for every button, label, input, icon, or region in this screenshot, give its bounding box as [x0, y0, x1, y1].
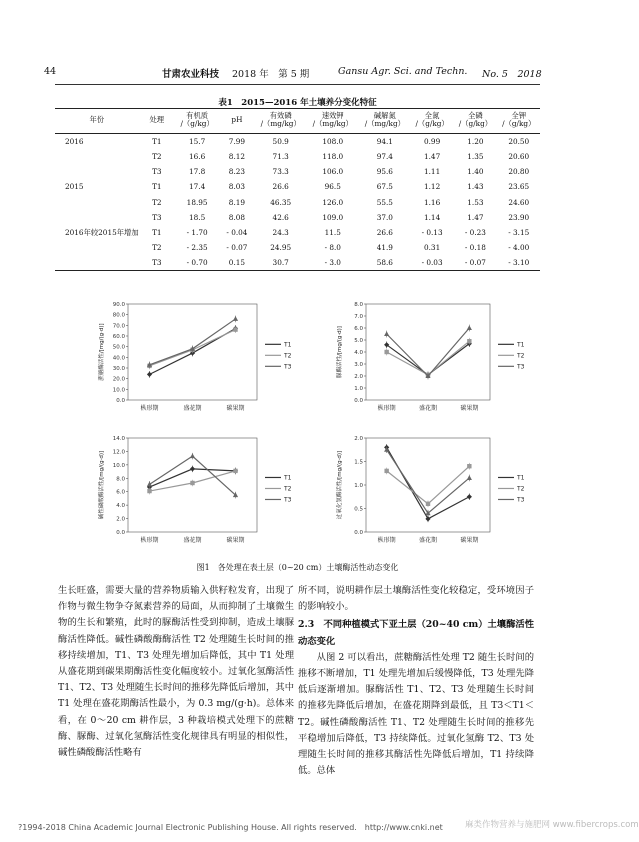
table-cell: 24.3 — [272, 228, 289, 237]
table-cell: 7.99 — [228, 136, 246, 146]
journal-name-en: Gansu Agr. Sci. and Techn. — [338, 66, 468, 77]
table-header-row — [55, 109, 540, 134]
x-tick-label: 枞形期 — [377, 405, 396, 412]
x-tick-label: 盛花期 — [183, 405, 202, 412]
table-cell: 1.53 — [467, 197, 484, 207]
y-tick-label: 50.0 — [112, 344, 125, 351]
x-tick-label: 盛花期 — [418, 405, 438, 412]
body-paragraph: 从图 2 可以看出，蔗糖酶活性处理 T2 随生长时间的推移不断增加，T1 处理先增加后缓慢降低，T3 处理先降低后逐渐增加。脲酶活性 T1、T2、T3 处理随生长时间的推移先降低后增加，在盛花期降到最低，且 T3＜T1＜T2。碱性磷酸酶活性 T1、T2 处理随生长时间的推移先平稳增加后降低，T3 持续降低。过氧化氢酶 T2、T3 处理随生长时间的推移其酶活性先降低后增加，T1 持续降低。总体 — [298, 651, 534, 777]
soil-nutrient-table — [55, 108, 540, 271]
y-tick-label: 30.0 — [112, 366, 125, 372]
data-point — [467, 339, 471, 343]
issue-en: No. 5 2018 — [482, 69, 542, 80]
table-cell: 1.20 — [467, 136, 484, 146]
legend-label: T2 — [284, 352, 292, 360]
y-tick-label: 4.0 — [116, 503, 125, 510]
table-cell: 2015 — [65, 182, 84, 192]
x-tick-label: 枞形期 — [377, 537, 396, 544]
table-cell: T3 — [152, 212, 162, 222]
y-tick-label: 4.0 — [354, 350, 363, 356]
table-cell: - 3.15 — [508, 228, 530, 237]
table-cell: 0.31 — [423, 243, 441, 253]
data-point — [467, 494, 472, 499]
table-cell: - 0.70 — [175, 255, 219, 271]
y-tick-label: 7.0 — [354, 314, 363, 320]
body-column-left — [58, 583, 294, 761]
table-cell: 1.47 — [423, 152, 441, 162]
table-cell: 106.0 — [322, 167, 344, 177]
y-tick-label: 60.0 — [112, 334, 125, 340]
table-cell: - 4.00 — [508, 243, 530, 253]
table-cell: T3 — [139, 255, 175, 271]
copyright-footer: ?1994-2018 China Academic Journal Electronic Publishing House. All rights reserved. http://www.cnki.net — [18, 823, 443, 832]
x-tick-label: 盛花期 — [418, 537, 438, 544]
page-number: 44 — [44, 66, 57, 77]
table-cell: 109.0 — [322, 212, 344, 222]
data-point — [426, 502, 430, 506]
table-cell: 23.65 — [508, 182, 530, 192]
series-line-t2 — [387, 466, 470, 504]
table-cell — [55, 240, 139, 255]
x-tick-label: 枞形期 — [140, 405, 159, 412]
table-cell: - 0.03 — [411, 255, 453, 271]
x-tick-label: 碳果期 — [460, 405, 479, 412]
y-tick-label: 0.0 — [354, 398, 363, 404]
data-point — [233, 469, 237, 473]
series-line-t1 — [387, 447, 470, 518]
table-cell: - 3.0 — [307, 255, 359, 271]
table-cell: 8.08 — [228, 212, 246, 222]
table-header-cell: pH — [219, 109, 254, 134]
y-tick-label: 20.0 — [112, 376, 125, 383]
legend-label: T3 — [284, 363, 292, 371]
figure-caption: 图1 各处理在表土层（0~20 cm）土壤酶活性动态变化 — [196, 563, 399, 572]
y-tick-label: 8.0 — [354, 302, 363, 308]
table-cell: T2 — [152, 197, 162, 207]
y-tick-label: 0.0 — [116, 398, 125, 404]
alkaline-phosphatase-chart — [92, 432, 312, 550]
table-cell: 2016年较2015年增加 — [65, 227, 139, 237]
data-point — [190, 466, 195, 471]
legend-label: T3 — [284, 496, 292, 504]
table-cell: 20.60 — [508, 152, 530, 162]
urease-chart — [330, 298, 545, 418]
data-point — [147, 482, 152, 487]
sucrase-chart — [92, 298, 312, 418]
legend-label: T2 — [517, 485, 525, 493]
y-tick-label: 12.0 — [112, 449, 125, 456]
table-cell: 0.99 — [423, 136, 441, 146]
legend-label: T2 — [517, 352, 525, 360]
y-tick-label: 70.0 — [112, 323, 125, 330]
table-cell: 108.0 — [322, 136, 344, 146]
data-point — [233, 316, 238, 321]
table-header-cell: 处理 — [139, 109, 175, 134]
table-row — [55, 164, 540, 179]
y-tick-label: 2.0 — [116, 516, 125, 523]
table-cell: 126.0 — [322, 197, 344, 207]
table-header-cell: 有效磷 /（mg/kg） — [255, 109, 307, 134]
data-point — [425, 516, 430, 521]
y-tick-label: 2.0 — [354, 436, 363, 442]
y-tick-label: 0.0 — [116, 530, 125, 536]
table-cell: 37.0 — [376, 212, 393, 222]
y-tick-label: 80.0 — [112, 312, 125, 319]
table-cell — [55, 255, 139, 271]
table-header-cell: 年份 — [55, 109, 139, 134]
table-cell — [55, 195, 139, 210]
table-cell — [55, 164, 139, 179]
table-header-cell: 全钾 /（g/kg） — [498, 109, 540, 134]
table-header-cell: 碱解氮 /（mg/kg） — [359, 109, 411, 134]
table-cell: - 0.04 — [226, 228, 248, 237]
y-tick-label: 2.0 — [354, 374, 363, 380]
y-tick-label: 14.0 — [112, 436, 125, 442]
x-tick-label: 碳果期 — [460, 537, 479, 544]
table-cell: 26.6 — [272, 182, 289, 192]
table-cell: 50.9 — [272, 136, 289, 146]
table-cell: 58.6 — [359, 255, 411, 271]
table-cell: 23.90 — [508, 212, 530, 222]
y-tick-label: 0.0 — [354, 530, 363, 536]
table-cell: 46.35 — [270, 197, 292, 207]
y-tick-label: 10.0 — [112, 462, 125, 469]
y-tick-label: 3.0 — [354, 362, 363, 368]
table-cell: 41.9 — [376, 243, 393, 253]
data-point — [467, 464, 471, 468]
table-cell: 24.60 — [508, 197, 530, 207]
table-cell: 18.5 — [188, 212, 206, 222]
y-tick-label: 6.0 — [354, 326, 363, 332]
y-tick-label: 5.0 — [354, 338, 363, 344]
table-cell: 2016 — [65, 136, 84, 146]
header-rule — [55, 84, 540, 85]
legend-label: T3 — [517, 363, 525, 371]
y-tick-label: 8.0 — [116, 476, 125, 483]
data-point — [384, 350, 388, 354]
table-cell: 0.15 — [219, 255, 254, 271]
x-tick-label: 碳果期 — [226, 537, 245, 544]
table-header-cell: 有机质 /（g/kg） — [175, 109, 219, 134]
table-cell: 8.23 — [228, 167, 246, 177]
data-point — [384, 469, 388, 473]
y-tick-label: 6.0 — [116, 489, 125, 496]
table-cell: 1.40 — [467, 167, 484, 177]
table-header-cell: 全磷 /（g/kg） — [453, 109, 497, 134]
table-cell: - 0.07 — [226, 243, 248, 253]
data-point — [233, 327, 237, 331]
legend-label: T1 — [284, 474, 292, 482]
table-body — [55, 133, 540, 271]
body-column-right — [298, 583, 534, 779]
y-axis-label: 脲酶活性/[mg/(g·d)] — [337, 326, 343, 378]
table-row — [55, 255, 540, 271]
table-header-cell: 速效钾 /（mg/kg） — [307, 109, 359, 134]
issue-cn: 2018 年 第 5 期 — [232, 69, 310, 80]
table-cell — [55, 149, 139, 164]
table-cell: 8.12 — [228, 152, 246, 162]
y-tick-label: 1.0 — [354, 386, 363, 392]
y-axis-label: 碱性磷酸酶活性/[mg/(g·d)] — [99, 450, 105, 520]
table-cell: 1.47 — [467, 212, 484, 222]
body-paragraph: 生长旺盛，需要大量的营养物质输入供籽粒发育，出现了作物与微生物争夺氮素营养的局面，从而抑制了土壤微生物的生长和繁殖，此时的脲酶活性受到抑制，造成土壤脲酶活性降低。碱性磷酸酶酶活性 T2 处理随生长时间的推移持续增加，T1、T3 处理先增加后降低，其中 T1 处理从盛花期到碳果期酶活性变化幅度较小。过氧化氢酶活性 T1、T2、T3 处理随生长时间的推移先降低后增加，其中 T1 处理在盛花期酶活性最小，为 0.3 mg/(g·h)。总体来看，在 0～20 cm 耕作层，3 种栽培模式处理下的蔗糖酶、脲酶、过氧化氢酶活性变化规律具有明显的相似性，碱性磷酸酶活性略有 — [58, 585, 294, 759]
table-row — [55, 149, 540, 164]
table-cell: 73.3 — [272, 167, 289, 177]
table-cell: 26.6 — [376, 228, 393, 237]
x-tick-label: 盛花期 — [183, 537, 202, 544]
legend-label: T2 — [284, 485, 292, 493]
table-cell: 1.16 — [423, 197, 441, 207]
table-cell: - 0.07 — [453, 255, 497, 271]
table-cell: T3 — [152, 167, 162, 177]
table-cell: 96.5 — [324, 182, 341, 192]
table-cell: 11.5 — [324, 228, 341, 237]
legend-label: T3 — [517, 496, 525, 504]
y-tick-label: 40.0 — [112, 355, 125, 362]
journal-name-cn: 甘肃农业科技 — [162, 69, 220, 80]
table-row — [55, 240, 540, 255]
table-cell: 1.35 — [467, 152, 484, 162]
y-tick-label: 1.5 — [354, 459, 363, 466]
table-caption: 表1 2015—2016 年土壤养分变化特征 — [218, 98, 377, 108]
y-axis-label: 过氧化氢酶活性/[mg/(g·d)] — [337, 450, 343, 520]
table-cell: - 0.18 — [464, 243, 486, 253]
table-cell: 30.7 — [255, 255, 307, 271]
legend-label: T1 — [284, 341, 292, 349]
y-tick-label: 90.0 — [112, 302, 125, 308]
data-point — [190, 453, 195, 458]
catalase-chart — [330, 432, 545, 550]
table-cell: T2 — [152, 243, 162, 253]
table-cell: 42.6 — [272, 212, 289, 222]
table-cell: - 8.0 — [324, 243, 341, 253]
table-cell: 1.11 — [423, 167, 441, 177]
table-cell: 17.8 — [188, 167, 206, 177]
y-axis-label: 蔗糖酶活性/[mg/(g·d)] — [99, 323, 105, 381]
table-cell: 15.7 — [188, 136, 206, 146]
data-point — [467, 325, 472, 330]
table-header-cell: 全氮 /（g/kg） — [411, 109, 453, 134]
table-cell: 94.1 — [376, 136, 393, 146]
table-cell: 24.95 — [270, 243, 292, 253]
watermark: 麻类作物营养与施肥网 www.fibercrops.com — [465, 820, 639, 830]
table-row — [55, 225, 540, 240]
data-point — [467, 475, 472, 480]
table-cell: 55.5 — [376, 197, 393, 207]
table-row — [55, 210, 540, 225]
table-cell: 17.4 — [188, 182, 206, 192]
table-cell: 8.03 — [228, 182, 246, 192]
table-cell: 118.0 — [322, 152, 344, 162]
table-cell: - 0.23 — [464, 228, 486, 237]
data-point — [384, 331, 389, 336]
y-tick-label: 1.0 — [354, 483, 363, 489]
table-cell: 20.50 — [508, 136, 530, 146]
table-row — [55, 195, 540, 210]
table-row — [55, 133, 540, 149]
table-cell: 71.3 — [272, 152, 289, 162]
table-cell: 1.43 — [467, 182, 484, 192]
table-cell: 97.4 — [376, 152, 393, 162]
section-heading: 2.3 不同种植模式下亚土层（20~40 cm）土壤酶活性动态变化 — [298, 619, 534, 647]
data-point — [147, 372, 152, 377]
table-cell: 20.80 — [508, 167, 530, 177]
table-cell: T1 — [152, 182, 162, 192]
table-cell — [55, 210, 139, 225]
running-header — [0, 66, 595, 80]
table-cell: 95.6 — [376, 167, 393, 177]
legend-label: T1 — [517, 474, 525, 482]
x-tick-label: 枞形期 — [140, 537, 159, 544]
y-tick-label: 0.5 — [354, 506, 363, 513]
table-cell: 18.95 — [186, 197, 208, 207]
table-cell: 8.19 — [228, 197, 246, 207]
table-cell: T1 — [152, 136, 162, 146]
table-cell: 1.12 — [423, 182, 441, 192]
table-cell: 67.5 — [376, 182, 393, 192]
series-line-t3 — [150, 319, 236, 365]
table-row — [55, 179, 540, 194]
x-tick-label: 碳果期 — [226, 405, 245, 412]
data-point — [147, 489, 151, 493]
data-point — [190, 481, 194, 485]
table-cell: - 0.13 — [421, 228, 443, 237]
body-paragraph: 所不同，说明耕作层土壤酶活性变化较稳定，受环境因子的影响较小。 — [298, 585, 534, 613]
table-cell: 1.14 — [423, 212, 441, 222]
table-cell: T1 — [152, 228, 162, 237]
legend-label: T1 — [517, 341, 525, 349]
table-cell: - 3.10 — [498, 255, 540, 271]
table-cell: T2 — [152, 152, 162, 162]
table-cell: - 2.35 — [186, 243, 208, 253]
y-tick-label: 10.0 — [112, 387, 125, 394]
table-cell: - 1.70 — [186, 228, 208, 237]
table-cell: 16.6 — [188, 152, 206, 162]
